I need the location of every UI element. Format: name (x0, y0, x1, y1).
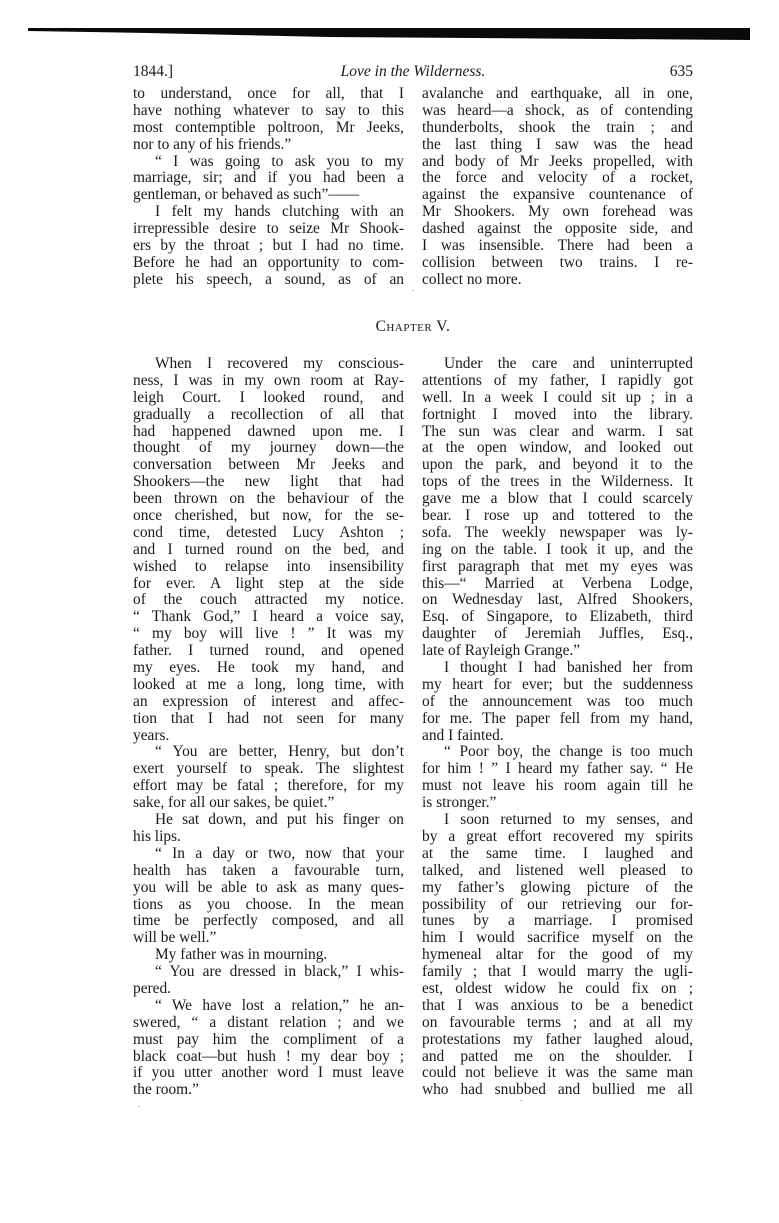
text-line: My father was in mourning. (155, 946, 328, 964)
text-line: for him ! ” I heard my father say. “ He (422, 760, 693, 778)
top-left-column (133, 86, 404, 289)
text-line: avalanche and earthquake, all in one, (422, 85, 693, 102)
text-line: at the open window, and looked out (422, 439, 693, 457)
text-line: the force and velocity of a rocket, (422, 169, 693, 187)
text-line: Under the care and uninterrupted (444, 355, 693, 372)
text-line: protestations my father laughed aloud, (422, 1030, 693, 1048)
text-line: and I fainted. (422, 726, 504, 744)
text-line: the room.” (133, 1081, 199, 1099)
page-top-rule (28, 28, 750, 40)
text-line: Shookers—the new light that had (133, 473, 404, 491)
text-line: my heart for ever; but the suddenness (422, 675, 693, 693)
text-line: “ You are better, Henry, but don’t (155, 743, 404, 761)
text-line: attentions of my father, I rapidly got (422, 371, 693, 389)
text-line: family ; that I would marry the ugli- (422, 963, 693, 981)
text-line: conversation between Mr Jeeks and (133, 456, 404, 474)
text-line: been thrown on the behaviour of the (133, 490, 404, 508)
text-line: “ In a day or two, now that your (155, 844, 404, 862)
text-line: I was insensible. There had been a (422, 237, 693, 255)
running-head-title: Love in the Wilderness. (340, 63, 486, 80)
chapter-left-column (133, 356, 404, 1099)
text-line: the last thing I saw was the head (422, 135, 693, 153)
text-line: years. (133, 726, 170, 744)
text-line: of the couch attracted my notice. (133, 591, 404, 609)
text-line: irrepressible desire to seize Mr Shook- (133, 220, 404, 238)
text-line: collision between two trains. I re- (422, 253, 693, 271)
text-line: looked at me a long, long time, with (133, 675, 404, 693)
text-line: you will be able to ask as many ques- (133, 878, 404, 896)
top-right-column (422, 86, 693, 289)
text-line: “ You are dressed in black,” I whis- (155, 963, 404, 981)
text-line: must pay him the compliment of a (133, 1030, 404, 1048)
text-line: dashed against the opposite side, and (422, 220, 693, 238)
text-line: and body of Mr Jeeks propelled, with (422, 152, 693, 170)
text-line: was heard—a shock, as of contending (422, 101, 693, 119)
chapter-right-column (422, 356, 693, 1099)
text-line: When I recovered my conscious- (155, 355, 404, 372)
text-line: him I would sacrifice myself on the (422, 929, 693, 947)
text-line: most contemptible poltroon, Mr Jeeks, (133, 118, 404, 136)
text-line: and I turned round on the bed, and (133, 540, 404, 558)
text-line: must not leave his room again till he (422, 777, 693, 795)
text-line: The sun was clear and warm. I sat (422, 422, 693, 440)
text-line: on favourable terms ; and at all my (422, 1013, 693, 1031)
text-line: daughter of Jeremiah Juffles, Esq., (422, 625, 693, 643)
running-head-year: 1844.] (133, 63, 174, 80)
text-line: talked, and listened well pleased to (422, 861, 693, 879)
text-line: leigh Court. I looked round, and (133, 388, 404, 406)
text-line: this—“ Married at Verbena Lodge, (422, 574, 693, 592)
text-line: first paragraph that met my eyes was (422, 557, 693, 575)
text-line: Mr Shookers. My own forehead was (422, 203, 693, 221)
chapter-heading (133, 318, 693, 336)
text-line: thought of my journey down—the (133, 439, 404, 457)
text-line: that I was anxious to be a benedict (422, 996, 693, 1014)
text-line: gradually a recollection of all that (133, 405, 404, 423)
text-line: “ I was going to ask you to my (155, 152, 404, 170)
text-line: thunderbolts, shook the train ; and (422, 118, 693, 136)
text-line: on Wednesday last, Alfred Shookers, (422, 591, 693, 609)
text-line: gentleman, or behaved as such”—— (133, 186, 360, 204)
text-line: my eyes. He took my hand, and (133, 659, 404, 677)
text-line: “ Thank God,” I heard a voice say, (133, 608, 404, 626)
text-line: ness, I was in my own room at Ray- (133, 371, 404, 389)
text-line: swered, “ a distant relation ; and we (133, 1013, 404, 1031)
print-speck (520, 1100, 522, 1101)
text-line: “ my boy will live ! ” It was my (133, 625, 404, 643)
text-line: well. In a week I could sit up ; in a (422, 388, 693, 406)
text-line: time be perfectly composed, and all (133, 912, 404, 930)
text-line: effort may be fatal ; therefore, for my (133, 777, 404, 795)
page-number: 635 (669, 63, 693, 80)
text-line: tions as you choose. In the mean (133, 895, 404, 913)
text-line: could not believe it was the same man (422, 1064, 693, 1082)
text-line: at the same time. I laughed and (422, 844, 693, 862)
text-line: will be well.” (133, 929, 217, 947)
text-line: marriage, sir; and if you had been a (133, 169, 404, 187)
text-line: for ever. A light step at the side (133, 574, 404, 592)
text-line: tops of the trees in the Wilderness. It (422, 473, 693, 491)
text-line: collect no more. (422, 270, 522, 288)
text-line: hymeneal altar for the good of my (422, 946, 693, 964)
text-line: by a great effort recovered my spirits (422, 827, 693, 845)
text-line: black coat—but hush ! my dear boy ; (133, 1047, 404, 1065)
text-line: for me. The paper fell from my hand, (422, 709, 693, 727)
text-line: of the announcement was too much (422, 692, 693, 710)
text-line: have nothing whatever to say to this (133, 101, 404, 119)
text-line: bear. I rose up and tottered to the (422, 507, 693, 525)
text-line: fortnight I moved into the library. (422, 405, 693, 423)
text-line: ing on the table. I took it up, and the (422, 540, 693, 558)
text-line: sofa. The weekly newspaper was ly- (422, 523, 693, 541)
text-line: “ Poor boy, the change is too much (444, 743, 693, 761)
text-line: pered. (133, 979, 172, 997)
text-line: plete his speech, a sound, as of an (133, 270, 404, 288)
text-line: nor to any of his friends.” (133, 135, 292, 153)
text-line: if you utter another word I must leave (133, 1064, 404, 1082)
text-line: tunes by a marriage. I promised (422, 912, 693, 930)
chapter-heading-text: Chapter V. (375, 318, 451, 335)
text-line: tion that I had not seen for many (133, 709, 404, 727)
print-speck (138, 1106, 140, 1107)
text-line: health has taken a favourable turn, (133, 861, 404, 879)
text-line: He sat down, and put his finger on (155, 811, 404, 829)
text-line: “ We have lost a relation,” he an- (155, 996, 404, 1014)
text-line: est, oldest widow he could fix on ; (422, 979, 693, 997)
text-line: and patted me on the shoulder. I (422, 1047, 693, 1065)
text-line: Esq. of Singapore, to Elizabeth, third (422, 608, 693, 626)
text-line: possibility of our retrieving our for- (422, 895, 693, 913)
text-line: had happened dawned upon me. I (133, 422, 404, 440)
text-line: gave me a blow that I could scarcely (422, 490, 693, 508)
text-line: who had snubbed and bullied me all (422, 1081, 693, 1099)
text-line: ers by the throat ; but I had no time. (133, 237, 404, 255)
running-head (133, 62, 693, 82)
text-line: once cherished, but now, for the se- (133, 507, 404, 525)
print-speck (412, 290, 414, 291)
text-line: is stronger.” (422, 794, 497, 812)
text-line: my father’s glowing picture of the (422, 878, 693, 896)
text-line: to understand, once for all, that I (133, 85, 404, 102)
text-line: upon the park, and beyond it to the (422, 456, 693, 474)
text-line: sake, for all our sakes, be quiet.” (133, 794, 335, 812)
text-line: I felt my hands clutching with an (155, 203, 404, 221)
text-line: Before he had an opportunity to com- (133, 253, 404, 271)
text-line: against the expansive countenance of (422, 186, 693, 204)
text-line: I soon returned to my senses, and (444, 811, 693, 829)
text-line: cond time, detested Lucy Ashton ; (133, 523, 404, 541)
text-line: wished to relapse into insensibility (133, 557, 404, 575)
text-line: his lips. (133, 827, 181, 845)
text-line: an expression of interest and affec- (133, 692, 404, 710)
text-line: exert yourself to speak. The slightest (133, 760, 404, 778)
text-line: I thought I had banished her from (444, 659, 693, 677)
text-line: father. I turned round, and opened (133, 642, 404, 660)
text-line: late of Rayleigh Grange.” (422, 642, 581, 660)
